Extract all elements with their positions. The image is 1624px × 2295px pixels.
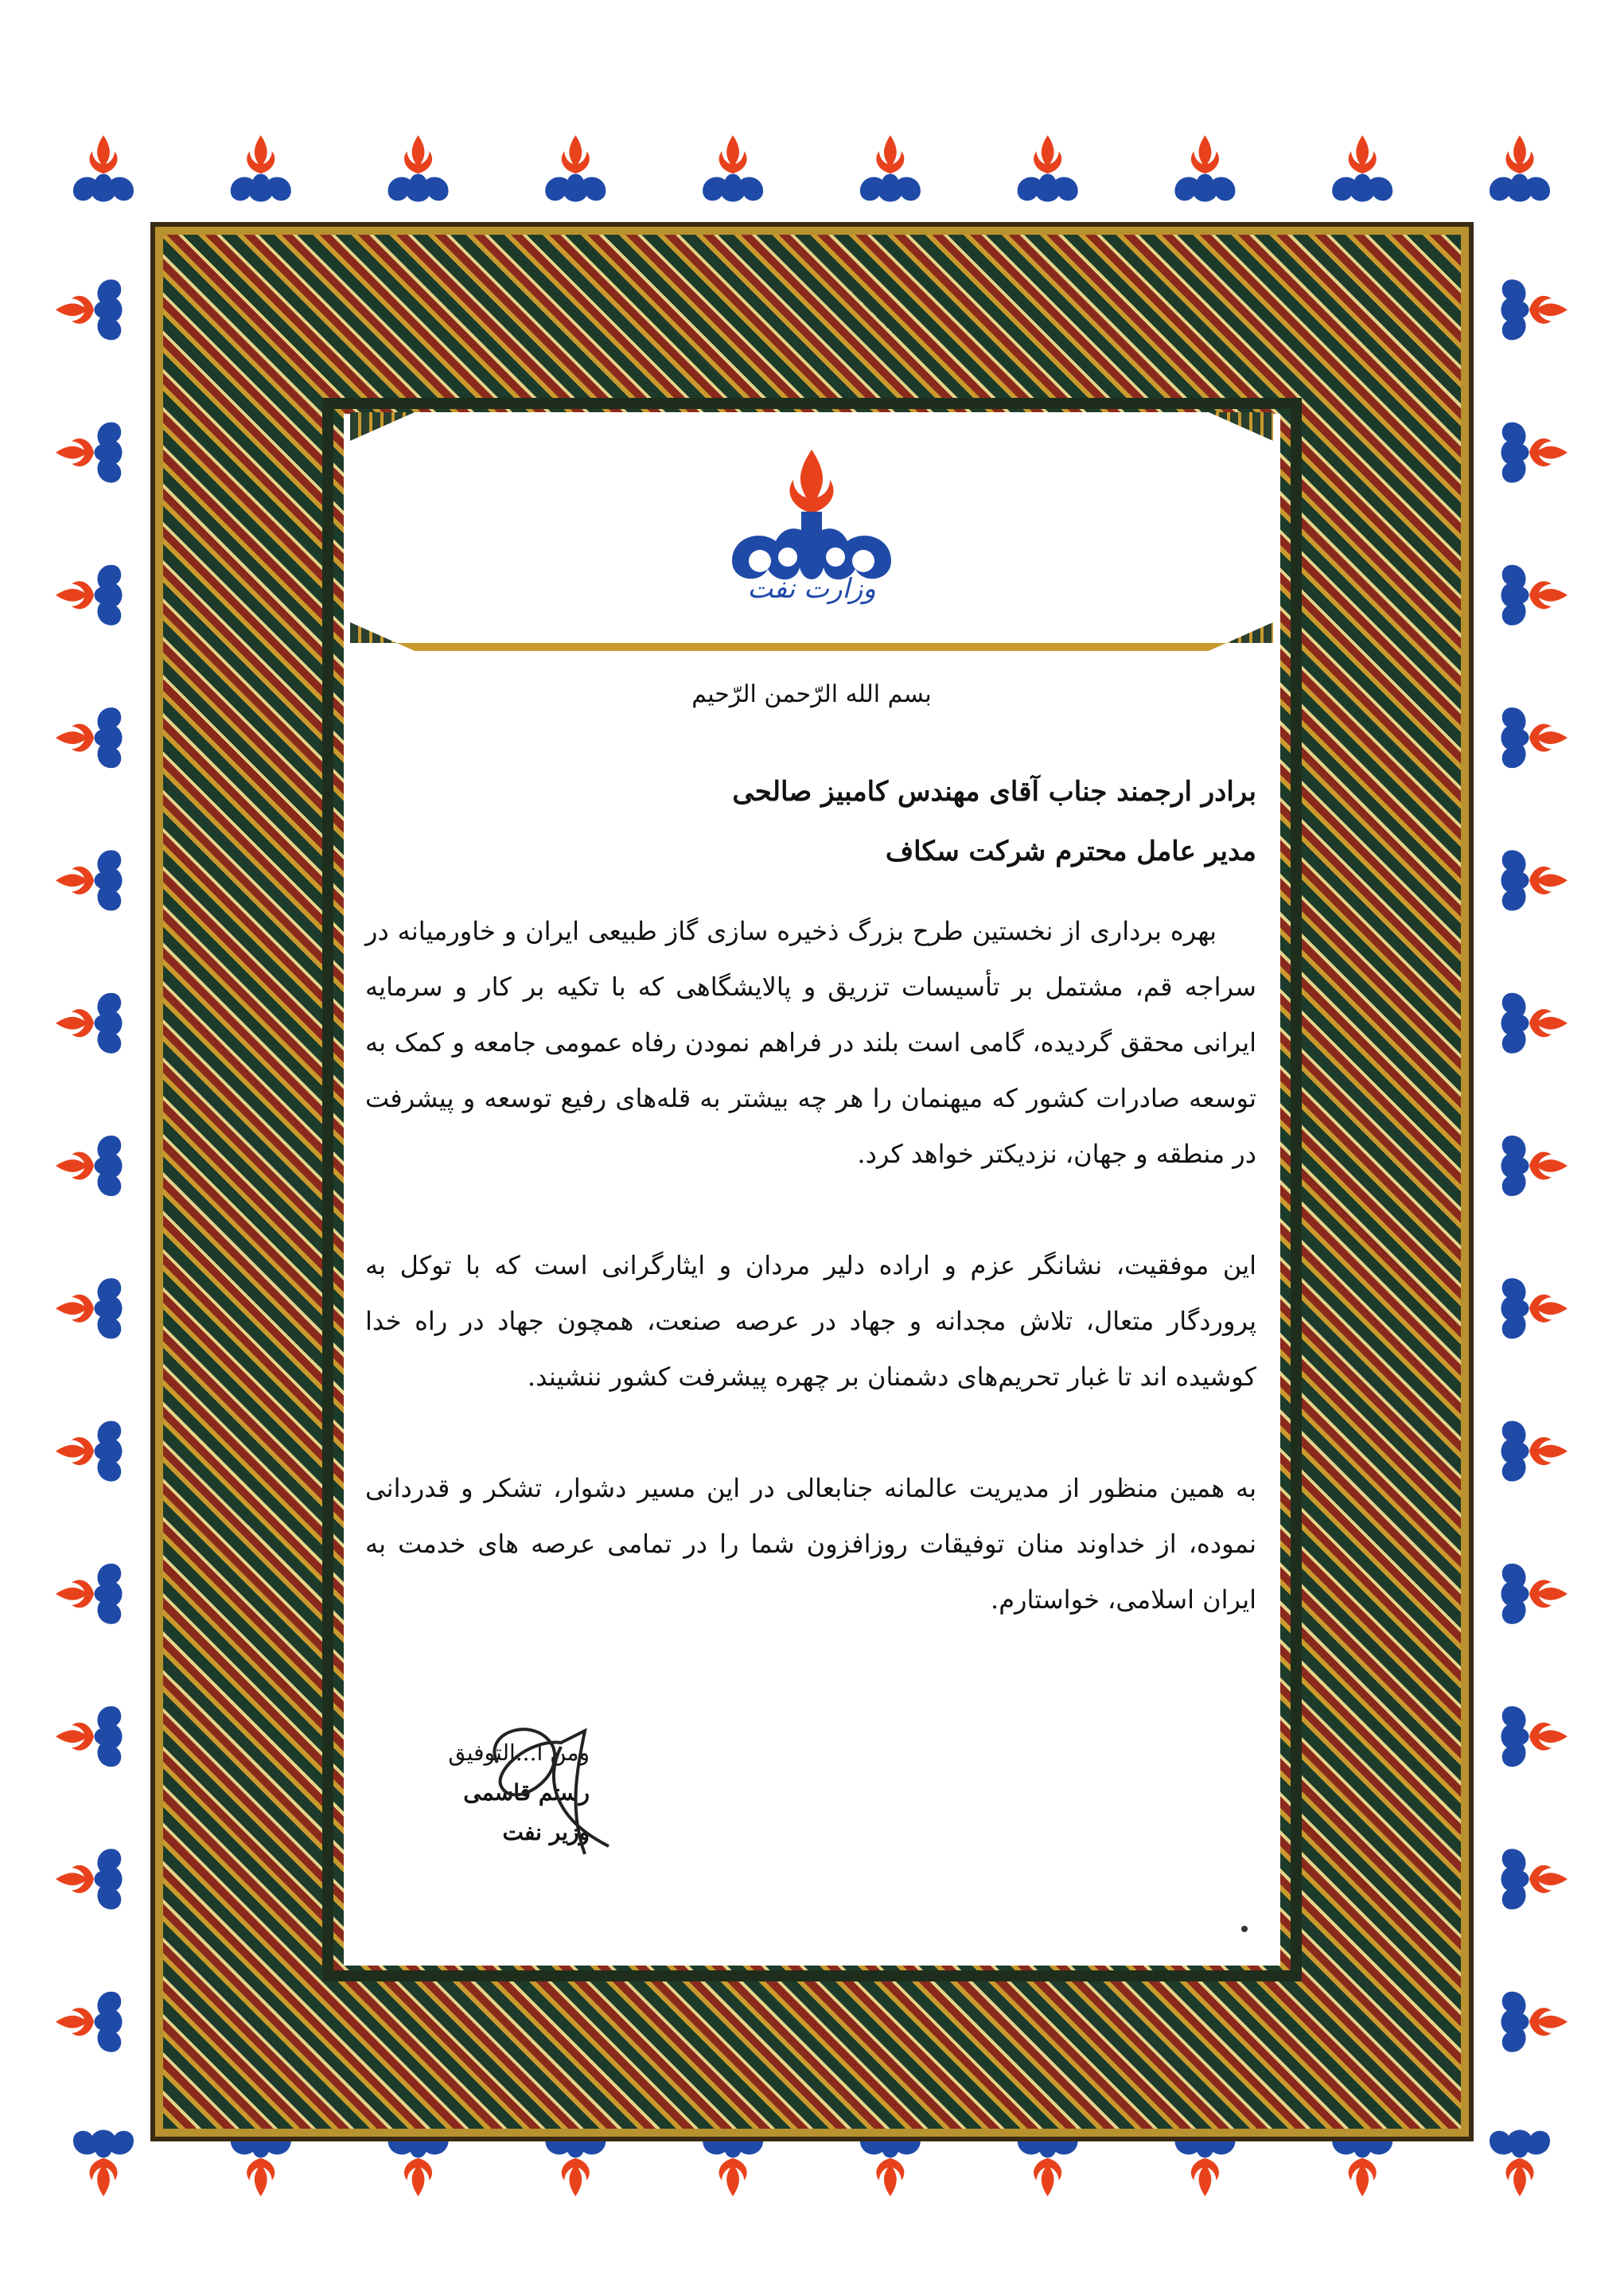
border-flame-motif-icon xyxy=(231,135,291,202)
border-flame-motif-icon xyxy=(1501,565,1568,625)
border-flame-motif-icon xyxy=(1332,135,1392,202)
border-flame-motif-icon xyxy=(56,1706,123,1767)
border-flame-motif-icon xyxy=(1490,2130,1550,2197)
border-flame-motif-icon xyxy=(1018,2130,1078,2197)
border-flame-motif-icon xyxy=(703,135,763,202)
recipient-name: برادر ارجمند جناب آقای مهندس کامبیز صالحی xyxy=(732,776,1256,808)
border-flame-motif-icon xyxy=(56,1136,123,1196)
border-flame-motif-icon xyxy=(1501,1849,1568,1909)
recipient-title: مدیر عامل محترم شرکت سکاف xyxy=(885,836,1256,867)
border-flame-motif-icon xyxy=(73,135,134,202)
border-flame-motif-icon xyxy=(1332,2130,1392,2197)
border-flame-motif-icon xyxy=(231,2130,291,2197)
border-flame-motif-icon xyxy=(56,850,123,910)
border-flame-motif-icon xyxy=(56,1564,123,1624)
border-flame-motif-icon xyxy=(545,2130,606,2197)
border-flame-motif-icon xyxy=(56,1992,123,2052)
border-flame-motif-icon xyxy=(860,135,921,202)
border-flame-motif-icon xyxy=(1501,1136,1568,1196)
border-flame-motif-icon xyxy=(1501,993,1568,1054)
border-flame-motif-icon xyxy=(56,707,123,768)
border-flame-motif-icon xyxy=(388,2130,449,2197)
border-flame-motif-icon xyxy=(73,2130,134,2197)
bismillah: بسم الله الرّحمن الرّحیم xyxy=(691,680,932,708)
border-flame-motif-icon xyxy=(1501,1706,1568,1767)
border-flame-motif-icon xyxy=(56,279,123,340)
border-flame-motif-icon xyxy=(56,1278,123,1338)
border-flame-motif-icon xyxy=(545,135,606,202)
border-flame-motif-icon xyxy=(1501,850,1568,910)
signatory-title: وزیر نفت xyxy=(502,1819,590,1845)
border-flame-motif-icon xyxy=(1501,423,1568,483)
border-flame-motif-icon xyxy=(1501,1421,1568,1482)
paragraph-1: بهره برداری از نخستین طرح بزرگ ذخیره سازی گاز طبیعی ایران و خاورمیانه در سراجه قم، مشتمل بر تأسیسات تزریق و پالایشگاهی که با تکیه بر کار و سرمایه ایرانی محقق گردیده، گامی است بلند در فراهم نمودن رفاه عمومی جامعه و کمک به توسعه صادرات کشور که میهنمان را هر چه بیشتر به قله‌های رفیع توسعه و پیشرفت در منطقه و جهان، نزدیکتر خواهد کرد. xyxy=(365,916,1256,1169)
paragraph-3: به همین منظور از مدیریت عالمانه جنابعالی در این مسیر دشوار، تشکر و قدردانی نموده، از خداوند منان توفیقات روزافزون شما را در تمامی عرصه های خدمت به ایران اسلامی، خواستارم. xyxy=(365,1473,1256,1615)
signatory-name: رستم قاسمی xyxy=(463,1779,590,1806)
border-flame-motif-icon xyxy=(56,1421,123,1482)
page-dot xyxy=(1241,1926,1248,1932)
border-flame-motif-icon xyxy=(56,423,123,483)
border-flame-motif-icon xyxy=(56,993,123,1054)
paragraph-2: این موفقیت، نشانگر عزم و اراده دلیر مردان و ایثارگرانی است که با توکل به پروردگار متعال، تلاش مجدانه و جهاد در عرصه صنعت، همچون جهاد در راه خدا کوشیده اند تا غبار تحریم‌های دشمنان بر چهره پیشرفت کشور ننشیند. xyxy=(365,1250,1256,1392)
border-flame-motif-icon xyxy=(860,2130,921,2197)
border-flame-motif-icon xyxy=(1501,1278,1568,1338)
border-flame-motif-icon xyxy=(703,2130,763,2197)
border-flame-motif-icon xyxy=(56,1849,123,1909)
border-flame-motif-icon xyxy=(1174,135,1235,202)
logo-caption: وزارت نفت xyxy=(747,573,876,605)
border-flame-motif-icon xyxy=(1490,135,1550,202)
border-flame-motif-icon xyxy=(388,135,449,202)
border-flame-motif-icon xyxy=(1018,135,1078,202)
border-flame-motif-icon xyxy=(1501,1992,1568,2052)
border-flame-motif-icon xyxy=(1501,279,1568,340)
border-flame-motif-icon xyxy=(1501,1564,1568,1624)
border-flame-motif-icon xyxy=(56,565,123,625)
border-flame-motif-icon xyxy=(1174,2130,1235,2197)
signature-scribble-icon xyxy=(465,1715,625,1858)
border-flame-motif-icon xyxy=(1501,707,1568,768)
signature-closing: ومن ا...التوفیق xyxy=(448,1740,590,1766)
